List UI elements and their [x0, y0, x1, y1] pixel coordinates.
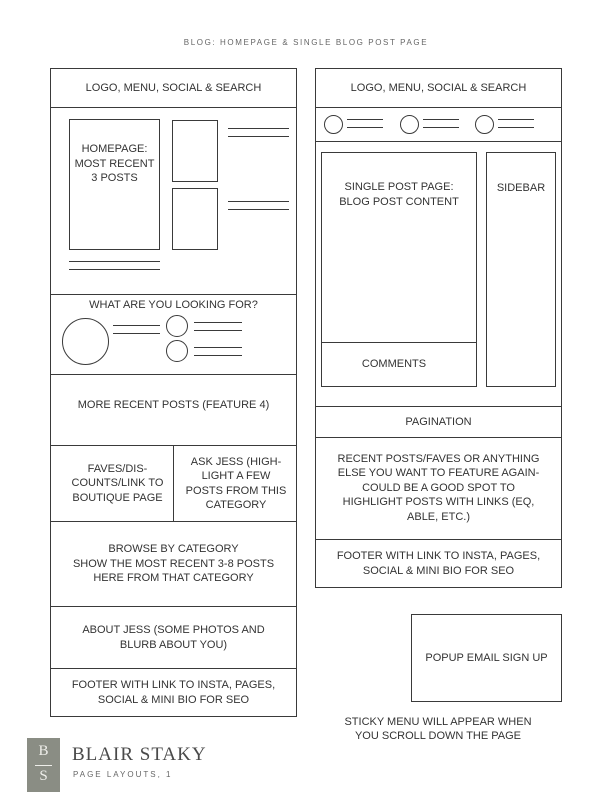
more-recent-posts-label: MORE RECENT POSTS (FEATURE 4) [77, 398, 270, 411]
divider [50, 107, 297, 108]
text-line [69, 269, 160, 270]
text-line [194, 330, 242, 331]
text-line [69, 261, 160, 262]
nav-circle-icon [475, 115, 494, 134]
popup-label: POPUP EMAIL SIGN UP [425, 651, 548, 664]
text-line [498, 119, 534, 120]
browse-category-section [51, 522, 296, 606]
post-content-label: SINGLE POST PAGE: BLOG POST CONTENT [339, 181, 459, 208]
nav-circle-icon [400, 115, 419, 134]
text-line [194, 347, 242, 348]
homepage-header-label: LOGO, MENU, SOCIAL & SEARCH [85, 82, 262, 95]
sticky-menu-note: STICKY MENU WILL APPEAR WHEN YOU SCROLL DOWN THE PAGE [344, 715, 532, 742]
divider [173, 445, 174, 522]
brand-logo [27, 738, 60, 792]
single-footer-label: FOOTER WITH LINK TO INSTA, PAGES, SOCIAL & MINI BIO FOR SEO [336, 550, 541, 577]
text-line [498, 127, 534, 128]
single-header-label: LOGO, MENU, SOCIAL & SEARCH [350, 82, 527, 95]
search-section-label: WHAT ARE YOU LOOKING FOR? [89, 298, 258, 311]
brand-logo-letter: S [39, 768, 48, 784]
category-circle-icon [62, 318, 109, 365]
page-title: BLOG: HOMEPAGE & SINGLE BLOG POST PAGE [183, 38, 429, 47]
pagination-label: PAGINATION [405, 415, 472, 428]
homepage-footer-label: FOOTER WITH LINK TO INSTA, PAGES, SOCIAL & MINI BIO FOR SEO [71, 679, 276, 706]
hero-post-thumb [172, 188, 218, 250]
text-line [423, 119, 459, 120]
text-line [347, 127, 383, 128]
text-line [228, 128, 289, 129]
text-line [194, 355, 242, 356]
category-circle-icon [166, 340, 188, 362]
divider [50, 294, 297, 295]
brand-logo-letter: B [38, 743, 49, 759]
text-line [113, 325, 160, 326]
text-line [113, 333, 160, 334]
divider [315, 107, 562, 108]
hero-post-thumb [172, 120, 218, 182]
brand-name: BLAIR STAKY [72, 744, 207, 765]
text-line [347, 119, 383, 120]
text-line [194, 322, 242, 323]
faves-label: FAVES/DIS-COUNTS/LINK TO BOUTIQUE PAGE [71, 462, 164, 504]
browse-category-title: BROWSE BY CATEGORY [108, 543, 239, 556]
brand-logo-divider [35, 765, 52, 766]
text-line [423, 127, 459, 128]
browse-category-desc: SHOW THE MOST RECENT 3-8 POSTS HERE FROM THAT CATEGORY [72, 557, 275, 585]
hero-main-label: HOMEPAGE: MOST RECENT 3 POSTS [74, 143, 155, 184]
nav-circle-icon [324, 115, 343, 134]
comments-label: COMMENTS [361, 358, 427, 371]
text-line [228, 201, 289, 202]
sidebar-label: SIDEBAR [496, 181, 546, 194]
text-line [228, 136, 289, 137]
category-circle-icon [166, 315, 188, 337]
ask-jess-label: ASK JESS (HIGH-LIGHT A FEW POSTS FROM THIS CATEGORY [185, 455, 287, 511]
about-label: ABOUT JESS (SOME PHOTOS AND BLURB ABOUT YOU) [82, 624, 265, 651]
recent-posts-label: RECENT POSTS/FAVES OR ANYTHING ELSE YOU WANT TO FEATURE AGAIN-COULD BE A GOOD SPOT TO HIGHLIGHT POSTS WITH LINKS (EQ, ABLE, ETC.) [337, 452, 540, 523]
text-line [228, 209, 289, 210]
brand-subtitle: PAGE LAYOUTS, 1 [73, 770, 173, 779]
divider [315, 141, 562, 142]
